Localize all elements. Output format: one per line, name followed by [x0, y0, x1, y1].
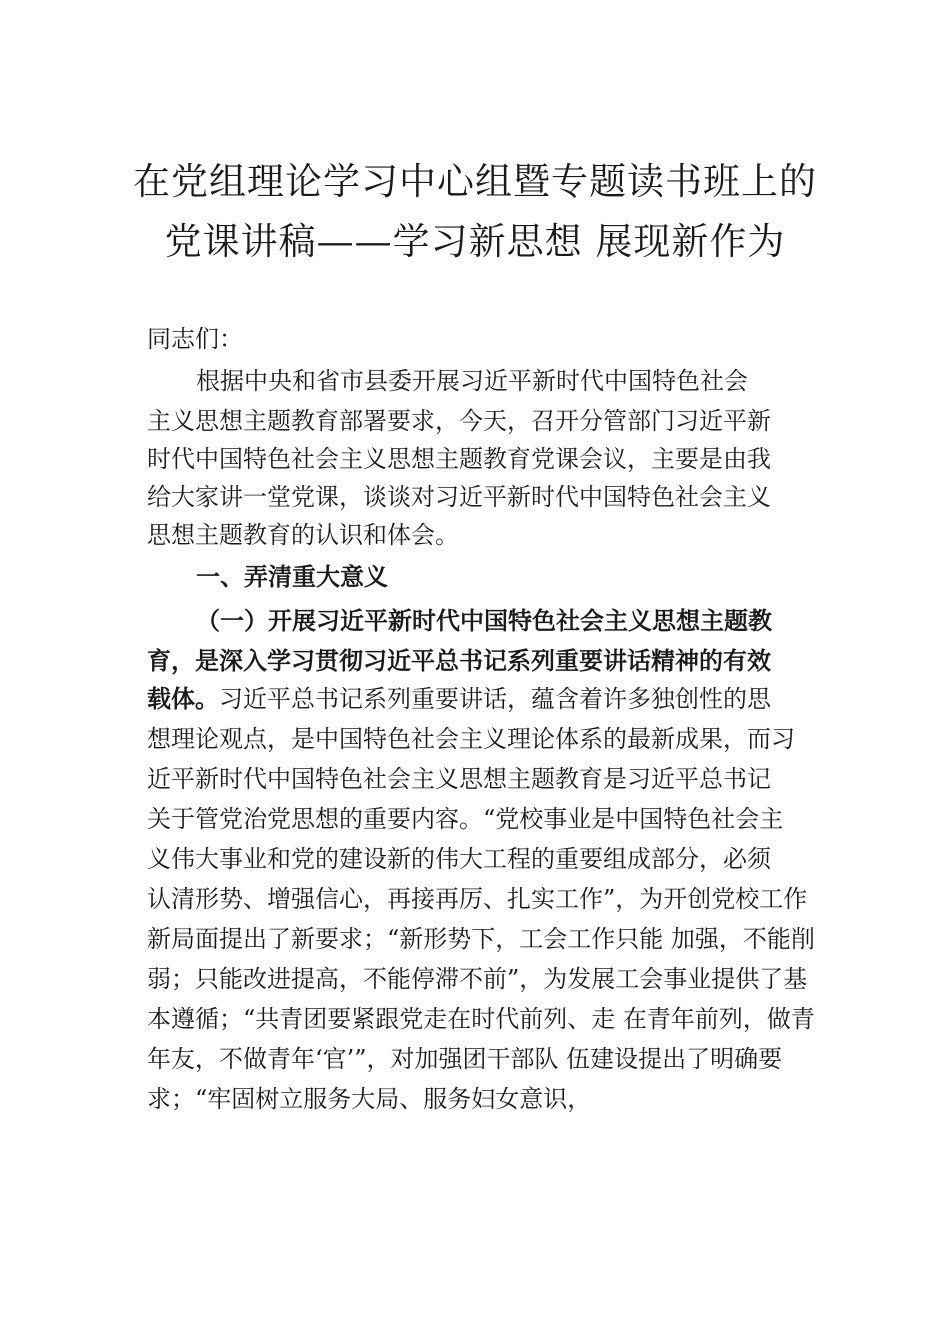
body-line-10: 求；“牢固树立服务大局、服务妇女意识， [147, 1085, 592, 1113]
document-title-line-2: 党课讲稿——学习新思想 展现新作为 [164, 220, 786, 263]
intro-line-1: 根据中央和省市县委开展习近平新时代中国特色社会 [196, 367, 748, 395]
body-line-4: 义伟大事业和党的建设新的伟大工程的重要组成部分，必须 [147, 845, 771, 873]
body-line-9: 年友，不做青年‘官’”，对加强团干部队 伍建设提出了明确要 [147, 1045, 783, 1073]
intro-line-3: 时代中国特色社会主义思想主题教育党课会议，主要是由我 [147, 445, 771, 473]
body-line-3: 关于管党治党思想的重要内容。“党校事业是中国特色社会主 [147, 805, 784, 833]
body-line-7: 弱；只能改进提高，不能停滞不前”，为发展工会事业提供了基 [147, 965, 808, 993]
subsection-line-3-bold: 载体。 [147, 684, 219, 713]
subsection-line-1: （一）开展习近平新时代中国特色社会主义思想主题教 [196, 606, 772, 635]
subsection-line-3-rest: 习近平总书记系列重要讲话，蕴含着许多独创性的思 [219, 685, 771, 713]
intro-line-2: 主义思想主题教育部署要求，今天，召开分管部门习近平新 [147, 407, 771, 435]
body-line-5: 认清形势、增强信心，再接再厉、扎实工作”，为开创党校工作 [147, 885, 808, 913]
body-line-6: 新局面提出了新要求；“新形势下，工会工作只能 加强，不能削 [147, 925, 815, 953]
body-line-2: 近平新时代中国特色社会主义思想主题教育是习近平总书记 [147, 765, 771, 793]
document-title-line-1: 在党组理论学习中心组暨专题读书班上的 [133, 160, 817, 203]
intro-line-5: 思想主题教育的认识和体会。 [147, 521, 459, 549]
subsection-line-2: 育，是深入学习贯彻习近平总书记系列重要讲话精神的有效 [147, 646, 771, 675]
salutation: 同志们： [147, 325, 243, 353]
intro-line-4: 给大家讲一堂党课，谈谈对习近平新时代中国特色社会主义 [147, 483, 771, 511]
subsection-line-3 [147, 684, 771, 714]
body-line-1: 想理论观点，是中国特色社会主义理论体系的最新成果，而习 [147, 725, 795, 753]
section-heading: 一、弄清重大意义 [196, 562, 388, 591]
body-line-8: 本遵循；“共青团要紧跟党走在时代前列、走 在青年前列，做青 [147, 1005, 815, 1033]
